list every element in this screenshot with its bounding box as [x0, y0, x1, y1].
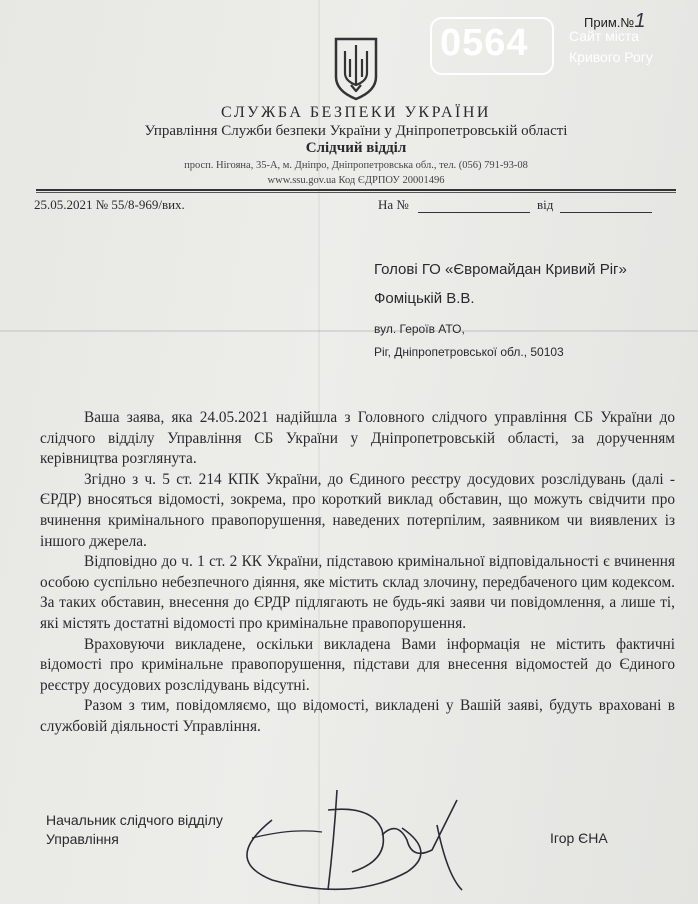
incoming-date-blank [560, 212, 652, 213]
letter-body [40, 408, 675, 738]
watermark-text-line1: Сайт міста [569, 28, 639, 44]
attachment-stamp-number: 1 [634, 10, 646, 32]
coat-of-arms-icon [333, 37, 379, 101]
incoming-number-blank [418, 212, 530, 213]
incoming-number-label: На № [378, 197, 409, 212]
outgoing-number: 25.05.2021 № 55/8-969/вих. [34, 197, 185, 212]
watermark-text-line2: Кривого Рогу [569, 49, 653, 65]
body-paragraph-1: Ваша заява, яка 24.05.2021 надійшла з Головного слідчого управління СБ України до слідчого відділу Управління СБ України у Дніпропетровській області, за дорученням керівництва розглянута. [40, 409, 675, 468]
header-rule [36, 189, 676, 191]
addressee-name: Фоміцькій В.В. [374, 290, 475, 307]
body-paragraph-2: Згідно з ч. 5 ст. 214 КПК України, до Єдиного реєстру досудових розслідувань (далі - ЄРДР) вносяться відомості, зокрема, про короткий виклад обставин, що можуть свідчити про вчинення кримінального правопорушення, наведених потерпілим, заявником чи виявлених із іншого джерела. [40, 470, 675, 550]
header-site-code: www.ssu.gov.ua Код ЄДРПОУ 20001496 [267, 175, 445, 186]
header-rule-thin [36, 192, 676, 193]
body-paragraph-4: Враховуючи викладене, оскільки викладена Вами інформація не містить фактичні відомості про кримінальне правопорушення, підстави для внесення відомостей до Єдиного реєстру досудових розслідувань відсутні. [40, 635, 675, 694]
addressee-city: Ріг, Дніпропетровської обл., 50103 [374, 345, 564, 359]
watermark-logo: 0564 [440, 22, 529, 64]
agency-name: СЛУЖБА БЕЗПЕКИ УКРАЇНИ [221, 104, 491, 121]
attachment-stamp-label: Прим.№ [584, 15, 635, 30]
body-paragraph-5: Разом з тим, повідомляємо, що відомості, викладені у Вашій заяві, будуть враховані в службовій діяльності Управління. [40, 697, 675, 735]
header-address: просп. Нігояна, 35-А, м. Дніпро, Дніпропетровська обл., тел. (056) 791-93-08 [184, 160, 528, 171]
handwritten-signature [232, 780, 482, 904]
paper-fold-horizontal [0, 330, 698, 332]
addressee-street: вул. Героїв АТО, [374, 322, 465, 336]
signatory-name: Ігор ЄНА [550, 830, 608, 846]
addressee-organization: Голові ГО «Євромайдан Кривий Ріг» [374, 261, 627, 278]
signatory-title-line1: Начальник слідчого відділу [46, 812, 223, 828]
department-name: Управління Служби безпеки України у Дніпропетровській області [144, 123, 568, 139]
unit-name: Слідчий відділ [305, 140, 407, 156]
signatory-title-line2: Управління [46, 831, 119, 847]
incoming-date-label: від [537, 197, 554, 212]
body-paragraph-3: Відповідно до ч. 1 ст. 2 КК України, підставою кримінальної відповідальності є вчинення особою суспільно небезпечного діяння, яке містить склад злочину, передбаченого цим кодексом. За таких обставин, внесення до ЄРДР підлягають не будь-які заяви чи повідомлення, а лише ті, які містять достатні відомості про кримінальне правопорушення. [40, 553, 675, 632]
